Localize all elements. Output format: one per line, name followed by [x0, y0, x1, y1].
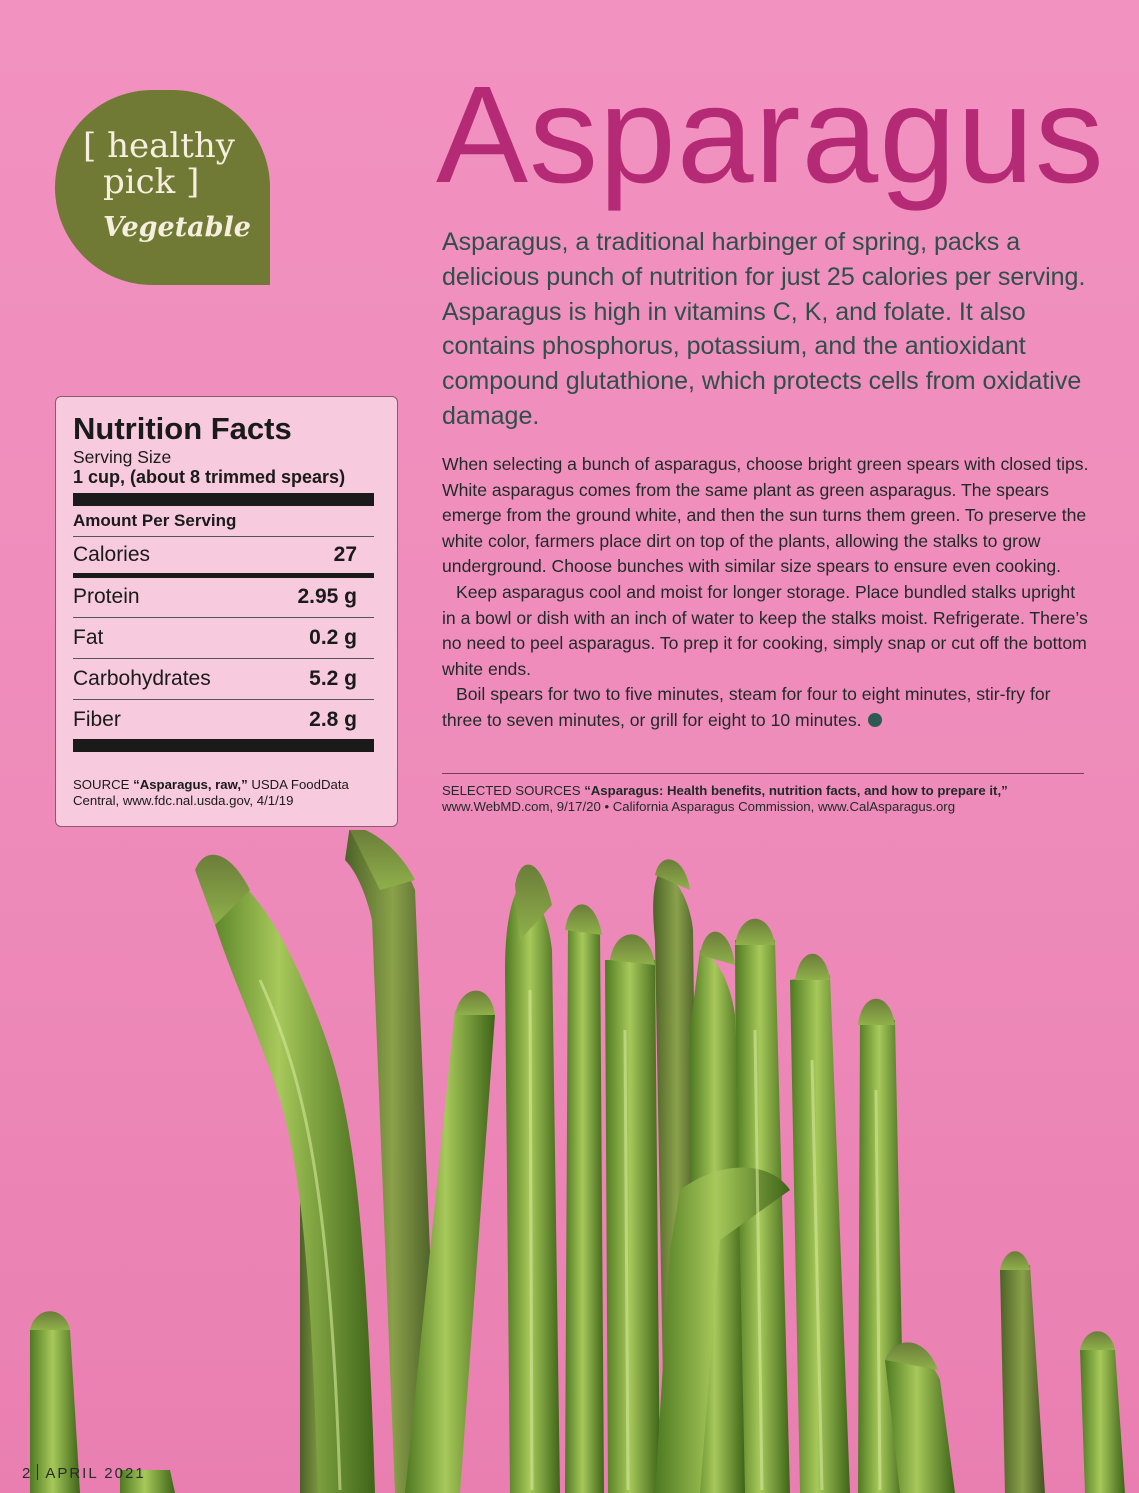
- nutrient-label: Fat: [73, 626, 104, 649]
- nutrient-row-calories: [73, 543, 357, 573]
- asparagus-photo: [0, 830, 1139, 1493]
- hair-rule: [73, 699, 374, 700]
- nutrient-row-fat: [73, 626, 357, 656]
- page-folio: [22, 1464, 146, 1482]
- nutrient-value: 0.2 g: [309, 626, 357, 649]
- nutrient-row-fiber: [73, 708, 357, 738]
- nutrient-value: 2.8 g: [309, 708, 357, 731]
- body-paragraph: When selecting a bunch of asparagus, choose bright green spears with closed tips. White asparagus comes from the same plant as green asparagus. The spears emerge from the ground white, and then the sun turns them green. To preserve the white color, farmers place dirt on top of the plants, allowing the stalks to grow underground. Choose bunches with similar size spears to ensure even cooking.: [442, 454, 1089, 577]
- source-label: SOURCE: [73, 777, 130, 792]
- hair-rule: [73, 617, 374, 618]
- nutrition-source: [73, 777, 393, 809]
- body-paragraph-last: [442, 682, 1092, 733]
- serving-size-value: 1 cup, (about 8 trimmed spears): [73, 467, 346, 487]
- nutrient-value: 5.2 g: [309, 667, 357, 690]
- nutrient-row-protein: [73, 585, 357, 615]
- thick-rule: [73, 739, 374, 752]
- article-body: [442, 452, 1092, 734]
- intro-paragraph: Asparagus, a traditional harbinger of spring, packs a delicious punch of nutrition for just 25 calories per serving. Asparagus is high in vitamins C, K, and folate. It also contains phosphorus, potassium, and the antioxidant compound glutathione, which protects cells from oxidative damage.: [442, 228, 1086, 430]
- healthy-pick-badge: [55, 90, 270, 285]
- badge-line-2: pick ]: [103, 162, 200, 202]
- thick-rule: [73, 493, 374, 506]
- hair-rule: [73, 536, 374, 537]
- nutrient-label: Carbohydrates: [73, 667, 211, 690]
- page-title: Asparagus: [436, 58, 1105, 212]
- nutrient-value: 27: [333, 543, 357, 566]
- badge-category: Vegetable: [103, 212, 251, 243]
- nutrition-title: Nutrition Facts: [73, 411, 292, 446]
- serving-size-label: Serving Size: [73, 447, 172, 467]
- nutrient-label: Calories: [73, 543, 151, 566]
- selected-sources: [442, 783, 1092, 815]
- sources-label: SELECTED SOURCES: [442, 783, 581, 798]
- issue-date: APRIL 2021: [45, 1465, 146, 1482]
- hair-rule: [73, 658, 374, 659]
- end-mark-icon: [868, 713, 882, 727]
- nutrient-value: 2.95 g: [297, 585, 357, 608]
- nutrient-label: Protein: [73, 585, 140, 608]
- badge-line-1: [ healthy: [83, 126, 236, 166]
- body-paragraph-text: Boil spears for two to five minutes, steam for four to eight minutes, stir-fry for three to seven minutes, or grill for eight to 10 minutes.: [442, 684, 1051, 730]
- nutrient-row-carbohydrates: [73, 667, 357, 697]
- source-title: “Asparagus, raw,”: [133, 777, 248, 792]
- folio-divider: [37, 1464, 38, 1480]
- sources-title: “Asparagus: Health benefits, nutrition facts, and how to prepare it,”: [584, 783, 1008, 798]
- amount-per-serving-label: Amount Per Serving: [73, 511, 237, 530]
- sources-divider: [442, 773, 1084, 774]
- nutrition-facts-panel: [55, 396, 398, 827]
- medium-rule: [73, 573, 374, 578]
- body-paragraph: Keep asparagus cool and moist for longer storage. Place bundled stalks upright in a bowl or dish with an inch of water to keep the stalks moist. Refrigerate. There’s no need to peel asparagus. To prep it for cooking, simply snap or cut off the bottom white ends.: [442, 581, 1088, 679]
- source-rest: USDA FoodData Central, www.fdc.nal.usda.gov, 4/1/19: [73, 777, 349, 808]
- nutrient-label: Fiber: [73, 708, 121, 731]
- sources-rest: www.WebMD.com, 9/17/20 • California Asparagus Commission, www.CalAsparagus.org: [442, 799, 956, 814]
- page-number: 2: [22, 1465, 33, 1482]
